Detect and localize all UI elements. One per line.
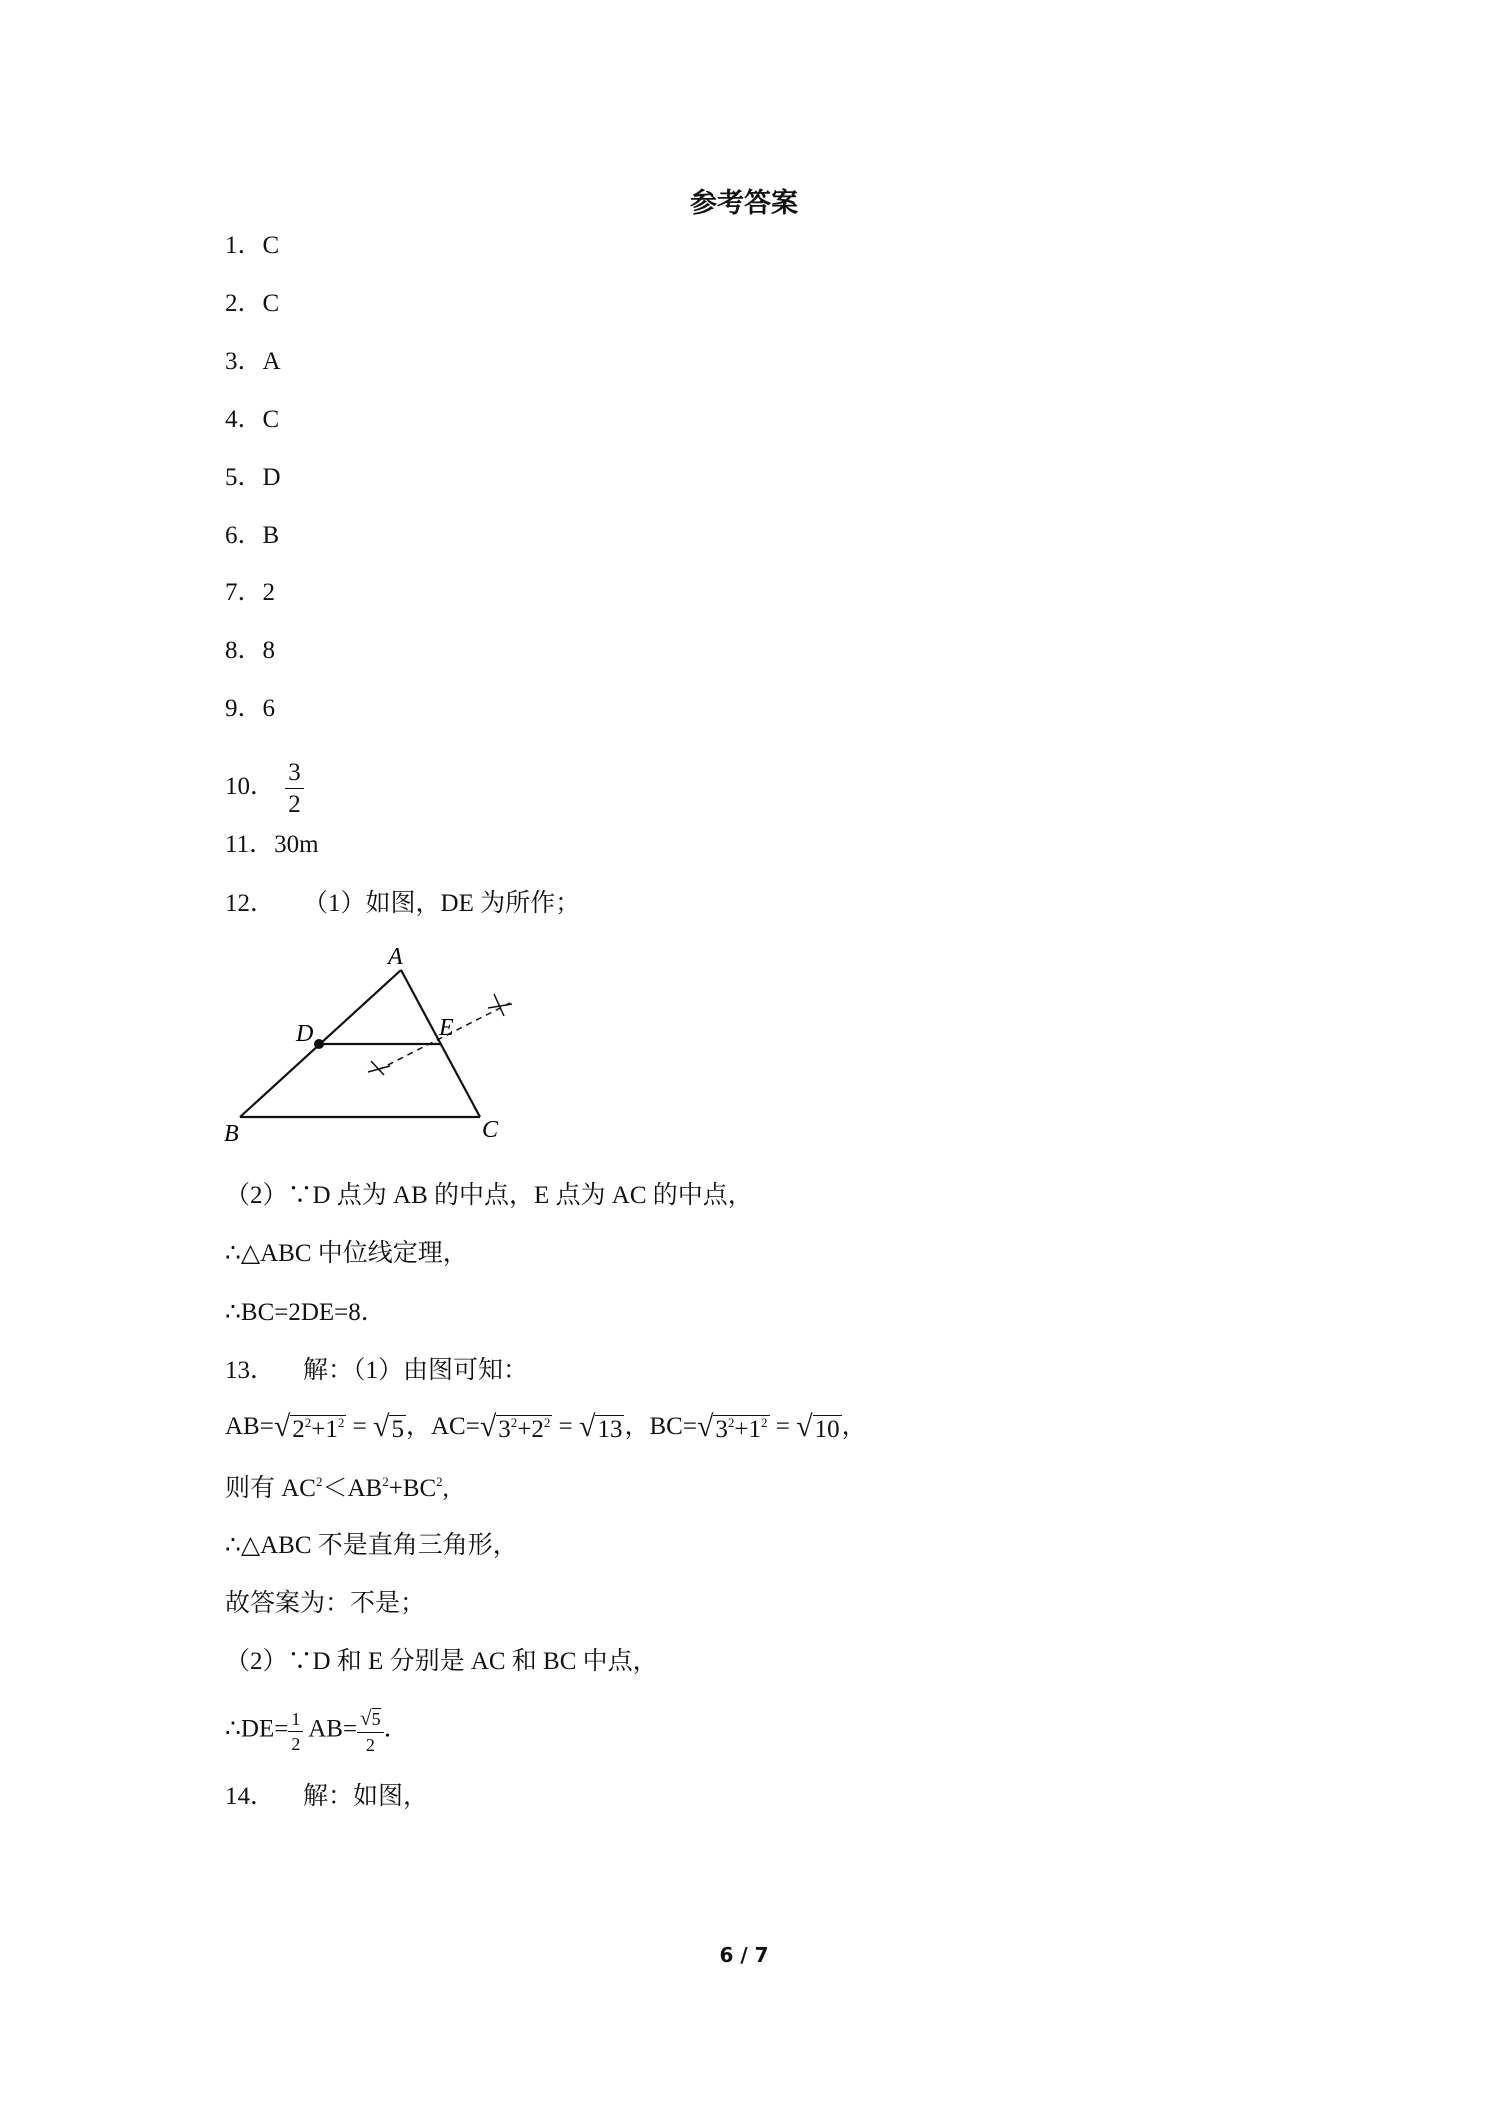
answer-number: 3．	[225, 348, 263, 375]
exponent: 2	[315, 1474, 323, 1489]
answer-3	[225, 347, 281, 377]
answer-text: D	[262, 464, 281, 491]
arc-mark	[368, 1066, 390, 1072]
radicand: 2	[292, 1416, 305, 1444]
answer-2	[225, 289, 279, 319]
answer-text: 解：如图，	[303, 1783, 429, 1810]
answer-text: C	[262, 290, 280, 317]
radicand: 5	[371, 1709, 381, 1729]
sqrt-bc: √ $3^2+1^2$	[696, 1410, 768, 1444]
equals: =	[558, 1413, 573, 1440]
ab-label: AB=	[308, 1715, 358, 1743]
bc-label: ，BC=	[624, 1413, 697, 1440]
answer-number: 6．	[225, 522, 263, 549]
answer-12-line3: ∴△ABC 中位线定理，	[225, 1240, 468, 1267]
radicand: 3	[498, 1416, 511, 1444]
answer-13-lengths	[225, 1412, 867, 1444]
exponent: 2	[543, 1415, 551, 1431]
fraction	[285, 760, 304, 817]
exponent: 2	[304, 1415, 312, 1431]
label-a: A	[388, 944, 403, 970]
answer-text: 6	[262, 695, 276, 722]
sqrt-ab: √ $2^2+1^2$	[273, 1410, 345, 1444]
answer-number: 12．	[225, 890, 276, 917]
answer-number: 8．	[225, 637, 263, 664]
exponent: 2	[510, 1415, 518, 1431]
equals: =	[352, 1413, 367, 1440]
exponent: 2	[761, 1415, 768, 1431]
answer-text: C	[262, 232, 280, 259]
answer-13-inequality	[225, 1474, 449, 1504]
answer-number: 9．	[225, 695, 263, 722]
fraction-numerator: 1	[288, 1710, 303, 1732]
answer-8	[225, 636, 275, 666]
answer-9	[225, 694, 275, 724]
answer-14	[225, 1782, 428, 1812]
fraction-sqrt5-over-2: $\frac{√5}{2}$	[357, 1708, 384, 1754]
answer-12-line4: ∴BC=2DE=8．	[225, 1299, 386, 1326]
answer-12-part1	[225, 889, 580, 919]
fraction-denominator: 2	[365, 1735, 375, 1755]
answer-7	[225, 578, 275, 608]
page-number: 6 / 7	[719, 1943, 769, 1967]
answer-text: （1）如图，DE 为所作；	[303, 890, 581, 917]
answer-text: 2	[262, 579, 276, 606]
fraction-half	[288, 1710, 303, 1753]
inequality-text: ＜AB	[322, 1475, 383, 1502]
fraction-denominator: 2	[288, 791, 301, 818]
answer-number: 5．	[225, 464, 263, 491]
answer-number: 2．	[225, 290, 263, 317]
answer-13-intro	[225, 1356, 528, 1386]
punctuation: ，	[841, 1413, 867, 1440]
exponent: 2	[337, 1415, 345, 1431]
sqrt-13: √ 13	[579, 1410, 623, 1444]
ab-label: AB=	[225, 1413, 274, 1440]
answer-text: 8	[262, 637, 276, 664]
answer-text: 30m	[274, 831, 319, 858]
answer-number: 14．	[225, 1783, 276, 1810]
inequality-text: +BC	[388, 1475, 437, 1502]
equals: =	[775, 1413, 790, 1440]
exponent: 2	[382, 1474, 389, 1489]
answer-number: 1．	[225, 232, 263, 259]
answer-number: 7．	[225, 579, 263, 606]
fraction-denominator: 2	[291, 1733, 301, 1754]
exponent: 2	[727, 1415, 735, 1431]
answer-number: 13．	[225, 1357, 276, 1384]
radicand: 3	[715, 1416, 728, 1444]
answer-text: A	[262, 348, 281, 375]
answer-text: 解：（1）由图可知：	[303, 1357, 529, 1384]
sqrt-10: √ 10	[796, 1410, 840, 1444]
answer-text: B	[262, 522, 280, 549]
radicand: +1	[311, 1416, 338, 1444]
answer-12-part2: （2）∵D 点为 AB 的中点，E 点为 AC 的中点，	[225, 1182, 753, 1209]
answer-13-conclusion: ∴△ABC 不是直角三角形，	[225, 1532, 518, 1559]
radicand: +2	[517, 1416, 544, 1444]
sqrt-ac: √ $3^2+2^2$	[479, 1410, 551, 1444]
sqrt-5: √ 5	[373, 1410, 404, 1444]
answer-13-part2: （2）∵D 和 E 分别是 AC 和 BC 中点，	[225, 1648, 658, 1675]
answer-1	[225, 231, 279, 261]
answer-13-answer: 故答案为：不是；	[225, 1590, 426, 1617]
point-d	[314, 1039, 324, 1049]
punctuation: ,	[442, 1475, 449, 1502]
answer-5	[225, 463, 281, 493]
answer-number: 11．	[225, 831, 275, 858]
de-label: ∴DE=	[225, 1715, 289, 1743]
label-c: C	[482, 1117, 499, 1143]
ac-label: ，AC=	[405, 1413, 480, 1440]
answer-4	[225, 405, 279, 435]
label-e: E	[439, 1015, 454, 1041]
label-d: D	[296, 1021, 314, 1047]
answer-6	[225, 521, 279, 551]
answer-number: 4．	[225, 406, 263, 433]
answer-10	[225, 760, 304, 817]
punctuation: ．	[383, 1715, 409, 1743]
radicand: +1	[734, 1416, 762, 1444]
inequality-text: 则有 AC	[225, 1475, 316, 1502]
page-title: 参考答案	[690, 188, 798, 219]
answer-number: 10．	[225, 773, 276, 801]
answer-11	[225, 830, 319, 860]
answer-text: C	[262, 406, 280, 433]
label-b: B	[224, 1121, 239, 1145]
triangle-diagram	[220, 940, 520, 1145]
fraction-numerator: 3	[285, 760, 304, 789]
answer-13-de	[225, 1708, 409, 1754]
exponent: 2	[436, 1474, 443, 1489]
